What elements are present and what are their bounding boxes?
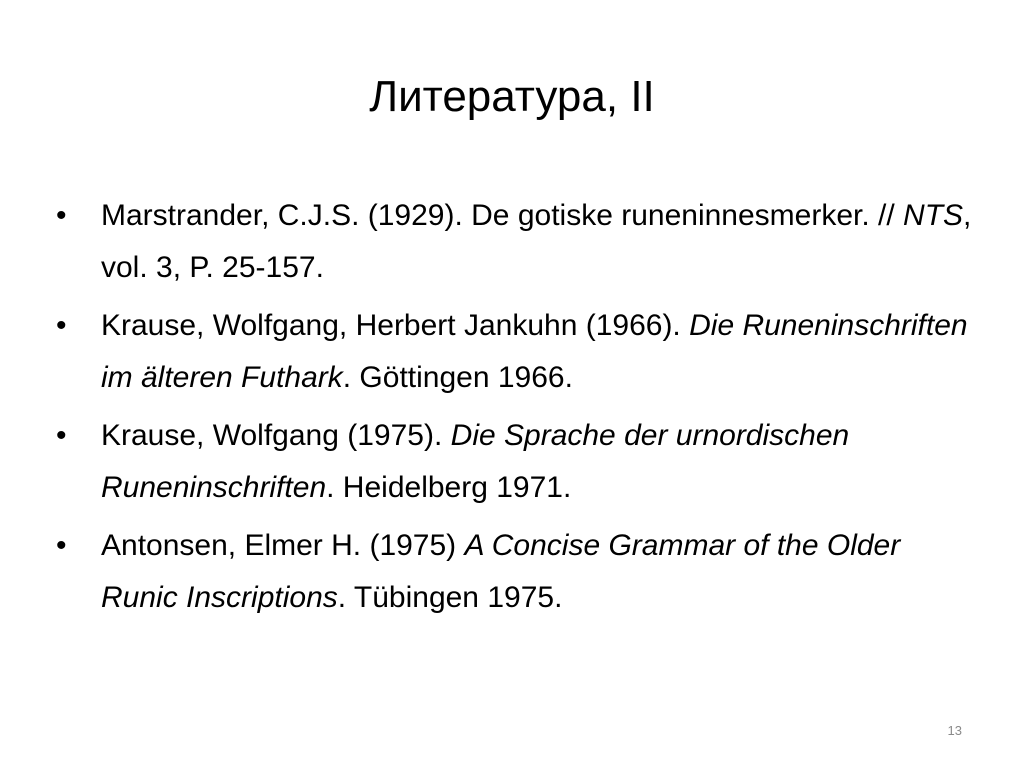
bullet-icon: • <box>56 419 67 452</box>
reference-text: . Tübingen 1975. <box>337 581 563 614</box>
reference-text: . Heidelberg 1971. <box>326 471 572 504</box>
reference-item <box>56 410 976 514</box>
bullet-icon: • <box>56 199 67 232</box>
page-number: 13 <box>947 723 962 738</box>
reference-text: Marstrander, C.J.S. (1929). De gotiske runeninnesmerker. // <box>101 199 904 232</box>
reference-text: , vol. 3, P. 25-157. <box>101 199 972 284</box>
reference-text: . Göttingen 1966. <box>342 361 573 394</box>
reference-list <box>56 190 976 630</box>
reference-item <box>56 190 976 294</box>
reference-italic-title: Die Runeninschriften im älteren Futhark <box>101 309 968 394</box>
bullet-icon: • <box>56 529 67 562</box>
reference-text: Krause, Wolfgang (1975). <box>101 419 451 452</box>
reference-italic-title: Die Sprache der urnordischen Runeninschriften <box>101 419 850 504</box>
reference-item <box>56 300 976 404</box>
reference-italic-title: A Concise Grammar of the Older Runic Inscriptions <box>101 529 901 614</box>
reference-italic-title: NTS <box>903 199 964 232</box>
reference-text: Krause, Wolfgang, Herbert Jankuhn (1966). <box>101 309 690 342</box>
bullet-icon: • <box>56 309 67 342</box>
reference-text: Antonsen, Elmer H. (1975) <box>101 529 465 562</box>
slide-title: Литература, II <box>369 72 655 121</box>
reference-item <box>56 520 976 624</box>
